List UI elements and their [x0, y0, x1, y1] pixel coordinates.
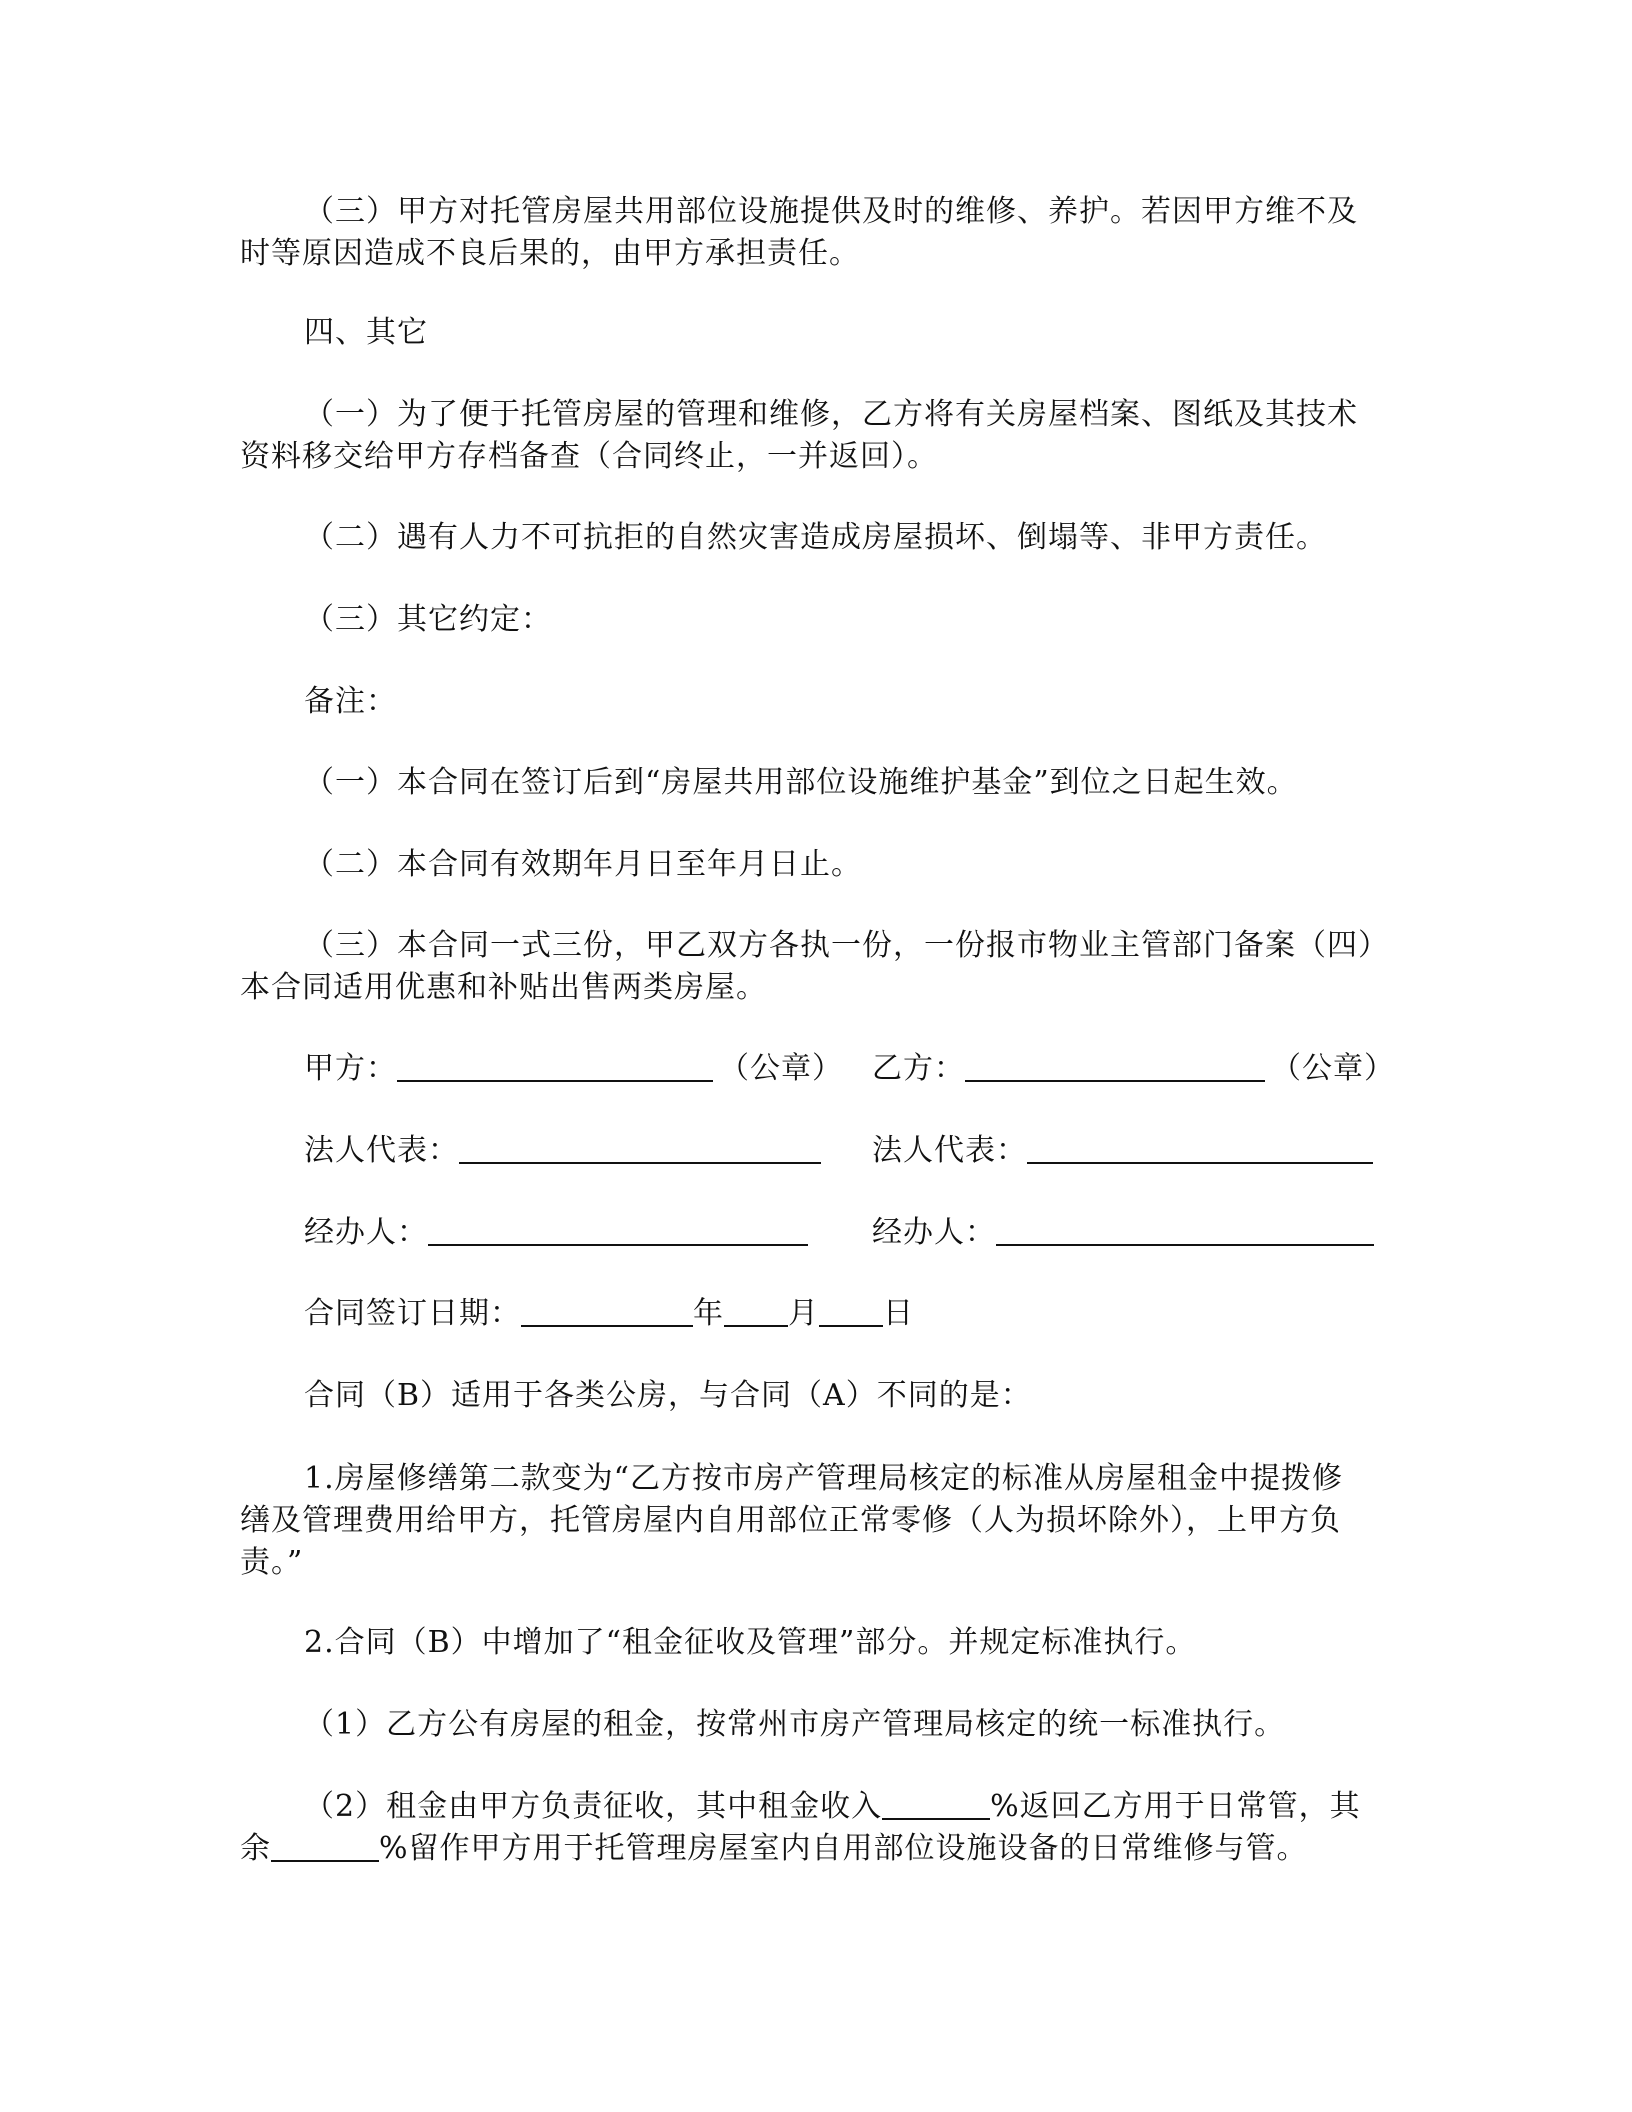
paragraph-4-1-line-1: （一）为了便于托管房屋的管理和维修，乙方将有关房屋档案、图纸及其技术: [304, 397, 1358, 432]
rent-clause-2-line-1: [304, 1786, 1380, 1828]
party-a-seal: （公章）: [719, 1051, 843, 1086]
day-label: 日: [883, 1296, 914, 1331]
rent-clause-2-text-d: %留作甲方用于托管理房屋室内自用部位设施设备的日常维修与管。: [379, 1831, 1308, 1866]
agent-blank-a: [428, 1214, 808, 1246]
rent-reserve-percent-blank: [271, 1830, 379, 1862]
party-b-signature: [872, 1048, 1395, 1090]
note-title: 备注：: [304, 684, 397, 719]
agent-label-b: 经办人：: [872, 1215, 996, 1250]
contract-b-item-1-line-2: 缮及管理费用给甲方，托管房屋内自用部位正常零修（人为损坏除外），上甲方负: [240, 1503, 1341, 1538]
year-label: 年: [693, 1296, 724, 1331]
party-a-label: 甲方：: [304, 1051, 397, 1086]
signing-date: [304, 1293, 914, 1335]
legal-rep-label-a: 法人代表：: [304, 1133, 459, 1168]
rent-clause-2-line-2: [240, 1828, 1380, 1870]
contract-b-item-1-line-1: 1.房屋修缮第二款变为“乙方按市房产管理局核定的标准从房屋租金中提拨修: [304, 1461, 1343, 1496]
rent-clause-2-text-a: （2）租金由甲方负责征收，其中租金收入: [304, 1789, 883, 1824]
paragraph-4-1-line-2: 资料移交给甲方存档备查（合同终止，一并返回）。: [240, 439, 938, 474]
agent-label-a: 经办人：: [304, 1215, 428, 1250]
legal-rep-label-b: 法人代表：: [872, 1133, 1027, 1168]
paragraph-4-2: （二）遇有人力不可抗拒的自然灾害造成房屋损坏、倒塌等、非甲方责任。: [304, 520, 1327, 555]
party-a-agent: [304, 1212, 808, 1254]
rent-clause-2-text-c: 余: [240, 1831, 271, 1866]
party-b-legal-rep: [872, 1130, 1373, 1172]
year-blank: [521, 1295, 693, 1327]
contract-b-item-1-line-3: 责。”: [240, 1545, 304, 1580]
paragraph-3-line-1: （三）甲方对托管房屋共用部位设施提供及时的维修、养护。若因甲方维不及: [304, 194, 1358, 229]
section-heading-4: 四、其它: [304, 315, 428, 350]
paragraph-3-line-2: 时等原因造成不良后果的，由甲方承担责任。: [240, 236, 860, 271]
day-blank: [819, 1295, 883, 1327]
legal-rep-blank-a: [459, 1132, 821, 1164]
note-2: （二）本合同有效期年月日至年月日止。: [304, 847, 862, 882]
paragraph-4-3: （三）其它约定：: [304, 602, 552, 637]
rent-clause-2-text-b: %返回乙方用于日常管，其: [990, 1789, 1361, 1824]
note-3-line-1: （三）本合同一式三份，甲乙双方各执一份，一份报市物业主管部门备案（四）: [304, 928, 1389, 963]
party-b-blank: [965, 1050, 1265, 1082]
month-blank: [724, 1295, 788, 1327]
party-a-legal-rep: [304, 1130, 821, 1172]
rent-return-percent-blank: [882, 1788, 990, 1820]
agent-blank-b: [996, 1214, 1374, 1246]
contract-b-intro: 合同（B）适用于各类公房，与合同（A）不同的是：: [304, 1378, 1032, 1413]
party-b-agent: [872, 1212, 1374, 1254]
month-label: 月: [788, 1296, 819, 1331]
date-label: 合同签订日期：: [304, 1296, 521, 1331]
legal-rep-blank-b: [1027, 1132, 1373, 1164]
party-b-label: 乙方：: [872, 1051, 965, 1086]
note-1: （一）本合同在签订后到“房屋共用部位设施维护基金”到位之日起生效。: [304, 765, 1298, 800]
rent-clause-1: （1）乙方公有房屋的租金，按常州市房产管理局核定的统一标准执行。: [304, 1707, 1286, 1742]
party-a-signature: [304, 1048, 843, 1090]
party-b-seal: （公章）: [1271, 1051, 1395, 1086]
contract-b-item-2: 2.合同（B）中增加了“租金征收及管理”部分。并规定标准执行。: [304, 1625, 1197, 1660]
party-a-blank: [397, 1050, 713, 1082]
note-3-line-2: 本合同适用优惠和补贴出售两类房屋。: [240, 970, 767, 1005]
